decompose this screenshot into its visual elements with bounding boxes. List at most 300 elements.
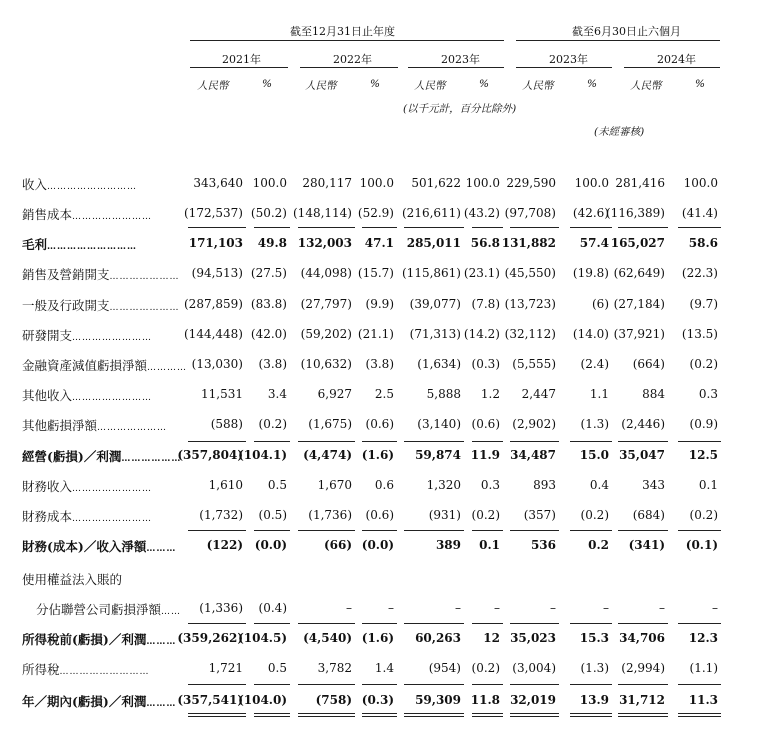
table-cell: (0.1): [685, 538, 718, 552]
table-cell: (1,736): [308, 508, 352, 522]
row-label-text: 銷售成本: [22, 207, 73, 222]
total-double-rule: [298, 713, 355, 717]
table-cell: (3.8): [258, 357, 287, 371]
row-leader-dots: …………: [147, 363, 188, 373]
table-cell: 15.0: [579, 448, 609, 462]
row-label: [22, 660, 150, 678]
subtotal-rule: [362, 227, 397, 228]
table-cell: 1.2: [480, 387, 500, 401]
subtotal-rule: [298, 227, 355, 228]
table-cell: (0.0): [361, 538, 394, 552]
row-leader-dots: ……: [161, 607, 182, 617]
table-cell: 1.4: [374, 661, 394, 675]
table-cell: (15.7): [357, 266, 394, 280]
table-cell: 0.5: [267, 661, 287, 675]
table-cell: 884: [642, 387, 665, 401]
table-cell: (359,262): [177, 631, 243, 645]
table-cell: (4,540): [303, 631, 352, 645]
table-cell: (148,114): [293, 206, 352, 220]
table-cell: (104.5): [238, 631, 287, 645]
table-cell: (59,202): [300, 327, 352, 341]
pct-label-5: %: [695, 78, 705, 90]
total-double-rule: [188, 713, 246, 717]
total-double-rule: [254, 713, 290, 717]
subtotal-rule: [362, 441, 397, 442]
table-cell: (42.6): [572, 206, 609, 220]
table-cell: 1.1: [589, 387, 609, 401]
table-cell: 59,874: [415, 448, 461, 462]
table-cell: (2,446): [621, 417, 665, 431]
table-cell: –: [712, 601, 718, 615]
row-leader-dots: ……………………: [72, 514, 153, 524]
table-cell: 1,610: [208, 478, 243, 492]
row-label: [22, 537, 176, 555]
table-cell: –: [346, 601, 352, 615]
table-cell: (0.2): [258, 417, 287, 431]
total-double-rule: [404, 713, 464, 717]
subtotal-rule: [254, 530, 290, 531]
subtotal-rule: [570, 530, 612, 531]
row-label-text: 收入: [22, 177, 48, 192]
table-cell: (115,861): [402, 266, 461, 280]
total-double-rule: [362, 713, 397, 717]
table-cell: (122): [206, 538, 243, 552]
table-cell: 32,019: [510, 693, 556, 707]
table-cell: (954): [428, 661, 461, 675]
table-cell: (588): [210, 417, 243, 431]
table-cell: 6,927: [317, 387, 352, 401]
subtotal-rule: [188, 684, 246, 685]
subtotal-rule: [254, 441, 290, 442]
table-cell: (9.9): [365, 297, 394, 311]
table-cell: 1,320: [426, 478, 461, 492]
subtotal-rule: [678, 530, 721, 531]
table-cell: (1.6): [361, 631, 394, 645]
total-double-rule: [618, 713, 668, 717]
row-leader-dots: …………………: [109, 272, 180, 282]
subtotal-rule: [254, 623, 290, 624]
table-cell: (144,448): [184, 327, 243, 341]
table-cell: 229,590: [506, 176, 556, 190]
table-cell: 0.6: [374, 478, 394, 492]
subtotal-rule: [678, 684, 721, 685]
table-cell: (13,723): [504, 297, 556, 311]
table-cell: 0.3: [480, 478, 500, 492]
row-label-text: 財務收入: [22, 479, 73, 494]
table-cell: (1,634): [417, 357, 461, 371]
table-cell: 0.2: [588, 538, 609, 552]
table-cell: 0.3: [698, 387, 718, 401]
row-leader-dots: ……………………: [72, 484, 153, 494]
row-label-text: 分佔聯營公司虧損淨額: [36, 602, 162, 617]
row-leader-dots: ………: [146, 699, 177, 709]
table-cell: (0.2): [689, 508, 718, 522]
table-cell: 2.5: [374, 387, 394, 401]
table-cell: (287,859): [184, 297, 243, 311]
table-cell: 58.6: [688, 236, 718, 250]
table-cell: (357,541): [177, 693, 243, 707]
year-2024-half: 2024年: [657, 53, 696, 66]
table-cell: 280,117: [302, 176, 352, 190]
year-rule-2023-half: [516, 67, 612, 68]
table-cell: (0.6): [471, 417, 500, 431]
row-label: [22, 416, 167, 434]
table-cell: 536: [530, 538, 556, 552]
subtotal-rule: [510, 227, 559, 228]
row-label-text: 其他虧損淨額: [22, 418, 98, 433]
table-cell: (0.3): [361, 693, 394, 707]
row-label-text: 所得稅: [22, 662, 60, 677]
table-cell: (216,611): [402, 206, 461, 220]
table-cell: (97,708): [504, 206, 556, 220]
row-leader-dots: ……………………: [72, 333, 153, 343]
table-cell: (2.4): [580, 357, 609, 371]
table-cell: (0.0): [254, 538, 287, 552]
table-cell: (104.1): [238, 448, 287, 462]
subtotal-rule: [510, 623, 559, 624]
table-cell: 343: [642, 478, 665, 492]
year-2021: 2021年: [222, 53, 261, 66]
row-leader-dots: ………: [146, 544, 177, 554]
table-cell: 57.4: [579, 236, 609, 250]
header-rule-year: [190, 40, 504, 41]
rmb-label-3: 人民幣: [414, 80, 446, 92]
table-cell: (172,537): [184, 206, 243, 220]
table-cell: (1.3): [580, 417, 609, 431]
table-cell: 100.0: [252, 176, 287, 190]
table-cell: (5,555): [512, 357, 556, 371]
table-cell: (9.7): [689, 297, 718, 311]
table-cell: 171,103: [188, 236, 243, 250]
row-label-text: 經營(虧損)／利潤: [22, 449, 122, 464]
table-cell: 100.0: [574, 176, 609, 190]
row-label-text: 使用權益法入賬的: [22, 572, 123, 587]
total-double-rule: [678, 713, 721, 717]
table-cell: 11.3: [688, 693, 718, 707]
table-cell: 11.9: [470, 448, 500, 462]
table-cell: –: [388, 601, 394, 615]
subtotal-rule: [298, 623, 355, 624]
year-2022: 2022年: [333, 53, 372, 66]
table-cell: (27,184): [613, 297, 665, 311]
table-cell: 389: [435, 538, 461, 552]
table-cell: 0.1: [698, 478, 718, 492]
row-leader-dots: ………: [146, 637, 177, 647]
row-label-text: 財務(成本)／收入淨額: [22, 539, 147, 554]
table-cell: 0.4: [589, 478, 609, 492]
table-cell: (3,140): [417, 417, 461, 431]
row-label: [22, 477, 152, 495]
table-cell: 3.4: [267, 387, 287, 401]
table-cell: 1,670: [317, 478, 352, 492]
table-cell: 13.9: [579, 693, 609, 707]
subtotal-rule: [570, 227, 612, 228]
table-cell: (664): [632, 357, 665, 371]
table-cell: –: [550, 601, 556, 615]
subtotal-rule: [618, 227, 668, 228]
table-cell: 281,416: [615, 176, 665, 190]
table-cell: (684): [632, 508, 665, 522]
table-cell: (0.2): [580, 508, 609, 522]
table-cell: (1,675): [308, 417, 352, 431]
subtotal-rule: [188, 623, 246, 624]
table-cell: (2,994): [621, 661, 665, 675]
table-cell: 11,531: [201, 387, 243, 401]
table-cell: (0.5): [258, 508, 287, 522]
row-label: [22, 447, 181, 465]
subtotal-rule: [618, 441, 668, 442]
table-cell: (0.6): [365, 417, 394, 431]
row-label: [22, 205, 152, 223]
pct-label-2: %: [370, 78, 380, 90]
table-cell: (22.3): [681, 266, 718, 280]
header-group-year: 截至12月31日止年度: [290, 25, 395, 38]
subtotal-rule: [404, 623, 464, 624]
row-leader-dots: ………………………: [47, 182, 138, 192]
row-label-text: 研發開支: [22, 328, 73, 343]
table-cell: (0.3): [471, 357, 500, 371]
row-label: [36, 600, 181, 618]
table-cell: (21.1): [357, 327, 394, 341]
table-cell: (1,336): [199, 601, 243, 615]
table-cell: (27.5): [250, 266, 287, 280]
header-group-half: 截至6月30日止六個月: [572, 25, 681, 38]
table-cell: 5,888: [426, 387, 461, 401]
row-label-text: 年／期內(虧損)／利潤: [22, 694, 147, 709]
subtotal-rule: [188, 227, 246, 228]
table-cell: (116,389): [606, 206, 665, 220]
table-cell: (52.9): [357, 206, 394, 220]
row-label: [22, 507, 152, 525]
table-cell: (0.9): [689, 417, 718, 431]
subtotal-rule: [472, 530, 503, 531]
table-cell: (341): [628, 538, 665, 552]
row-leader-dots: ………………: [121, 454, 182, 464]
table-cell: 0.5: [267, 478, 287, 492]
table-cell: 60,263: [415, 631, 461, 645]
year-rule-2022: [300, 67, 398, 68]
table-cell: 285,011: [406, 236, 461, 250]
table-cell: 56.8: [470, 236, 500, 250]
table-cell: 501,622: [411, 176, 461, 190]
table-cell: –: [603, 601, 609, 615]
table-cell: (50.2): [250, 206, 287, 220]
table-cell: (758): [315, 693, 352, 707]
row-leader-dots: ………………………: [47, 242, 138, 252]
subtotal-rule: [510, 441, 559, 442]
subtotal-rule: [618, 530, 668, 531]
header-rule-half: [516, 40, 720, 41]
table-cell: 3,782: [317, 661, 352, 675]
total-double-rule: [472, 713, 503, 717]
subtotal-rule: [678, 623, 721, 624]
rmb-label-2: 人民幣: [305, 80, 337, 92]
subtotal-rule: [254, 227, 290, 228]
table-cell: (71,313): [409, 327, 461, 341]
row-leader-dots: ……………………: [72, 212, 153, 222]
row-label-text: 毛利: [22, 237, 48, 252]
row-leader-dots: ………………………: [59, 667, 150, 677]
table-cell: (2,902): [512, 417, 556, 431]
subtotal-rule: [404, 530, 464, 531]
table-cell: (19.8): [572, 266, 609, 280]
row-label: [22, 296, 180, 314]
table-cell: (14.2): [463, 327, 500, 341]
row-leader-dots: …………………: [109, 303, 180, 313]
table-cell: (13,030): [191, 357, 243, 371]
table-cell: (43.2): [463, 206, 500, 220]
table-cell: –: [494, 601, 500, 615]
table-cell: 35,023: [510, 631, 556, 645]
subtotal-rule: [472, 684, 503, 685]
table-cell: 100.0: [683, 176, 718, 190]
table-cell: (1.3): [580, 661, 609, 675]
table-cell: (27,797): [300, 297, 352, 311]
table-cell: (0.2): [689, 357, 718, 371]
unaudited-note: (未經審核): [594, 126, 645, 138]
subtotal-rule: [254, 684, 290, 685]
subtotal-rule: [618, 684, 668, 685]
table-cell: 49.8: [257, 236, 287, 250]
table-cell: 12: [483, 631, 500, 645]
table-cell: 59,309: [415, 693, 461, 707]
row-leader-dots: ……………………: [72, 393, 153, 403]
table-cell: (1,732): [199, 508, 243, 522]
table-cell: 343,640: [193, 176, 243, 190]
subtotal-rule: [510, 684, 559, 685]
row-label: [22, 692, 176, 710]
row-label: [22, 570, 122, 588]
table-cell: (357): [523, 508, 556, 522]
table-cell: (45,550): [504, 266, 556, 280]
table-cell: 12.3: [688, 631, 718, 645]
rmb-label-5: 人民幣: [630, 80, 662, 92]
table-cell: (42.0): [250, 327, 287, 341]
table-cell: –: [659, 601, 665, 615]
subtotal-rule: [472, 623, 503, 624]
row-leader-dots: …………………: [97, 423, 168, 433]
table-cell: 31,712: [619, 693, 665, 707]
subtotal-rule: [362, 530, 397, 531]
pct-label-4: %: [587, 78, 597, 90]
year-rule-2023: [408, 67, 504, 68]
table-cell: (66): [323, 538, 352, 552]
total-double-rule: [510, 713, 559, 717]
table-cell: (10,632): [300, 357, 352, 371]
table-cell: (14.0): [572, 327, 609, 341]
row-label: [22, 356, 187, 374]
table-cell: (0.4): [258, 601, 287, 615]
table-cell: 131,882: [501, 236, 556, 250]
rmb-label-4: 人民幣: [522, 80, 554, 92]
table-cell: 132,003: [297, 236, 352, 250]
subtotal-rule: [570, 684, 612, 685]
year-2023-half: 2023年: [549, 53, 588, 66]
table-cell: (104.0): [238, 693, 287, 707]
subtotal-rule: [472, 441, 503, 442]
table-cell: 0.1: [479, 538, 500, 552]
table-cell: 12.5: [688, 448, 718, 462]
table-cell: (7.8): [471, 297, 500, 311]
row-label-text: 其他收入: [22, 388, 73, 403]
subtotal-rule: [404, 684, 464, 685]
table-cell: 893: [533, 478, 556, 492]
pct-label-1: %: [262, 78, 272, 90]
year-rule-2021: [190, 67, 288, 68]
subtotal-rule: [298, 441, 355, 442]
table-cell: 165,027: [610, 236, 665, 250]
row-label: [22, 630, 176, 648]
table-cell: (44,098): [300, 266, 352, 280]
table-cell: (41.4): [681, 206, 718, 220]
table-cell: (6): [592, 297, 609, 311]
subtotal-rule: [472, 227, 503, 228]
table-cell: (94,513): [191, 266, 243, 280]
row-label: [22, 235, 137, 253]
subtotal-rule: [618, 623, 668, 624]
row-label-text: 銷售及營銷開支: [22, 267, 110, 282]
table-cell: 1,721: [208, 661, 243, 675]
table-cell: 34,706: [619, 631, 665, 645]
row-label-text: 一般及行政開支: [22, 298, 110, 313]
subtotal-rule: [678, 227, 721, 228]
subtotal-rule: [510, 530, 559, 531]
subtotal-rule: [570, 441, 612, 442]
unit-note: (以千元計，百分比除外): [403, 103, 517, 115]
table-cell: 35,047: [619, 448, 665, 462]
subtotal-rule: [362, 684, 397, 685]
table-cell: 15.3: [579, 631, 609, 645]
table-cell: (62,649): [613, 266, 665, 280]
year-2023: 2023年: [441, 53, 480, 66]
row-label-text: 金融資產減值虧損淨額: [22, 358, 148, 373]
table-cell: (13.5): [681, 327, 718, 341]
table-cell: (0.2): [471, 661, 500, 675]
row-label: [22, 326, 152, 344]
row-label: [22, 386, 152, 404]
table-cell: (3,004): [512, 661, 556, 675]
table-cell: 2,447: [521, 387, 556, 401]
table-cell: (1.1): [689, 661, 718, 675]
table-cell: (0.6): [365, 508, 394, 522]
rmb-label-1: 人民幣: [197, 80, 229, 92]
subtotal-rule: [298, 684, 355, 685]
table-cell: (1.6): [361, 448, 394, 462]
table-cell: (4,474): [303, 448, 352, 462]
table-cell: 100.0: [465, 176, 500, 190]
total-double-rule: [570, 713, 612, 717]
subtotal-rule: [188, 441, 246, 442]
table-cell: 34,487: [510, 448, 556, 462]
table-cell: (39,077): [409, 297, 461, 311]
subtotal-rule: [188, 530, 246, 531]
year-rule-2024-half: [624, 67, 720, 68]
table-cell: (0.2): [471, 508, 500, 522]
subtotal-rule: [570, 623, 612, 624]
table-cell: (32,112): [504, 327, 556, 341]
table-cell: (23.1): [463, 266, 500, 280]
row-label: [22, 175, 137, 193]
table-cell: 47.1: [364, 236, 394, 250]
table-cell: 11.8: [470, 693, 500, 707]
pct-label-3: %: [479, 78, 489, 90]
table-cell: (83.8): [250, 297, 287, 311]
subtotal-rule: [404, 227, 464, 228]
table-cell: (931): [428, 508, 461, 522]
subtotal-rule: [678, 441, 721, 442]
table-cell: (3.8): [365, 357, 394, 371]
row-label-text: 所得稅前(虧損)／利潤: [22, 632, 147, 647]
